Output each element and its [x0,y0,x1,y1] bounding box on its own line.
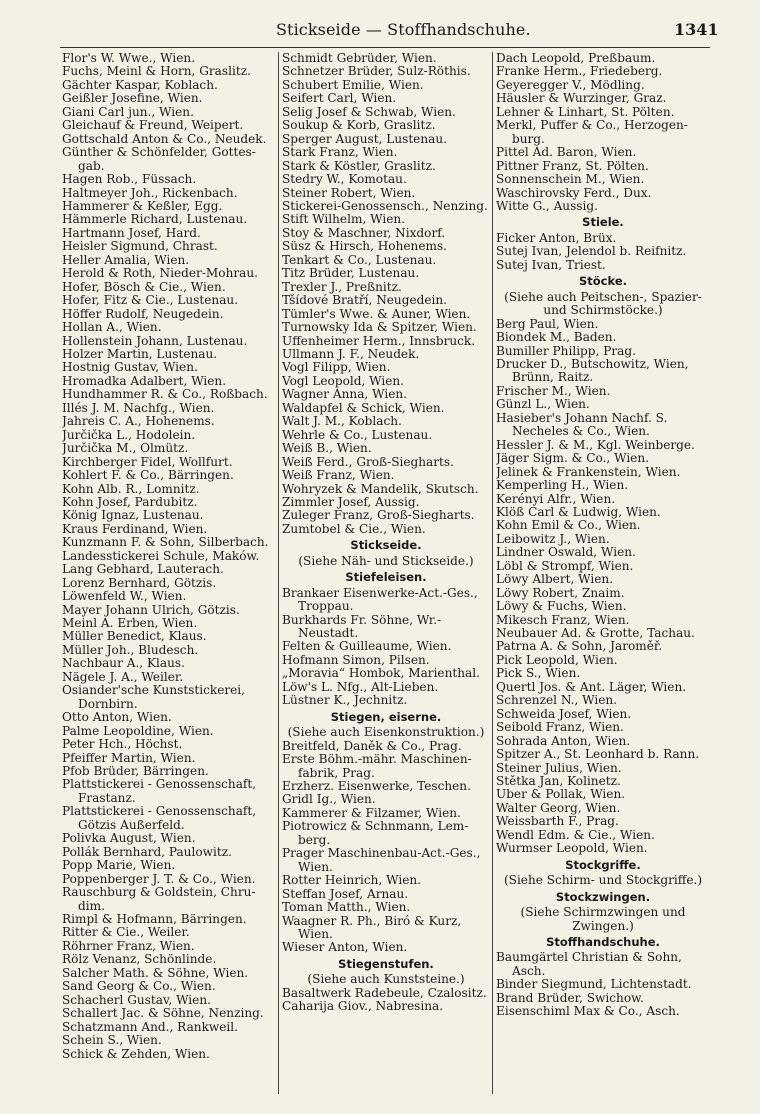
listing-entry: Uffenheimer Herm., Innsbruck. [282,334,476,348]
listing-entry: Pollák Bernhard, Paulowitz. [62,845,232,859]
listing-entry: Biondek M., Baden. [496,331,617,345]
listing-entry: Hofmann Simon, Pilsen. [282,653,430,667]
listing-entry: Zumtobel & Cie., Wien. [282,522,426,536]
listing-entry-continuation: Dornbirn. [78,697,138,711]
listing-entry: Piotrowicz & Schnmann, Lem- [282,820,469,834]
listing-entry: Schatzmann And., Rankweil. [62,1020,238,1034]
listing-entry: Walt J. M., Koblach. [282,415,402,429]
listing-entry: Höffer Rudolf, Neugedein. [62,307,224,321]
listing-entry: Pick Leopold, Wien. [496,653,618,667]
listing-entry: Steiner Julius, Wien. [496,761,622,775]
listing-entry: Popp Marie, Wien. [62,859,176,873]
listing-entry: Kerényi Alfr., Wien. [496,492,616,506]
cross-reference-note: (Siehe auch Kunststeine.) [307,973,465,987]
listing-entry: Löwy Albert, Wien. [496,573,614,587]
section-heading: Stiegen, eiserne. [330,710,442,724]
listing-entry: Plattstickerei - Genossenschaft, [62,805,257,819]
listing-entry: Šutej Ivan, Jelendol b. Reifnitz. [496,245,687,259]
listing-entry: Kirchberger Fidel, Wollfurt. [62,455,233,469]
listing-entry: Günther & Schönfelder, Gottes- [62,146,256,160]
listing-entry: Hollan A., Wien. [62,321,162,335]
listing-entry: Ritter & Cie., Weiler. [62,926,190,940]
page-number: 1341 [674,20,719,39]
listing-entry: Stoy & Maschner, Nixdorf. [282,226,446,240]
listing-entry-continuation: Wien. [298,928,333,941]
listing-entry: Turnowsky Ida & Spitzer, Wien. [282,321,477,335]
listing-entry-continuation: Götzis Außerfeld. [78,818,185,832]
listing-entry: Wendl Edm. & Cie., Wien. [496,828,655,842]
listing-entry: Schrenzel N., Wien. [496,694,618,708]
listing-entry-continuation: Brünn, Raitz. [512,371,594,385]
listing-entry: Gridl Ig., Wien. [282,793,376,807]
listing-entry: Gleichauf & Freund, Weipert. [62,119,244,133]
listing-entry: Müller Benedict, Klaus. [62,630,207,644]
listing-entry: Gottschald Anton & Co., Neudek. [62,132,267,146]
listing-entry: Peter Hch., Höchst. [62,738,183,752]
listing-entry: Nägele J. A., Weiler. [62,670,184,684]
listing-entry: Seifert Carl, Wien. [282,92,397,106]
listing-entry: Sohrada Anton, Wien. [496,734,631,748]
listing-entry: Heller Amalia, Wien. [62,253,190,267]
listing-entry: Leibowitz J., Wien. [496,532,610,546]
listing-entry: Kohn Josef, Pardubitz. [62,495,198,509]
cross-reference-note: (Siehe Schirmzwingen und [520,906,686,920]
listing-entry: Prager Maschinenbau-Act.-Ges., [282,847,481,861]
listing-entry-continuation: Frastanz. [78,791,136,805]
listing-entry: Ficker Anton, Brüx. [496,231,617,245]
column-left [62,52,276,1061]
listing-entry: Hartmann Josef, Hard. [62,226,201,240]
listing-entry: Rimpl & Hofmann, Bärringen. [62,913,247,926]
listing-entry: Šutej Ivan, Triest. [496,258,606,272]
listing-entry: Steiner Robert, Wien. [282,186,416,200]
header-rule [60,47,710,48]
listing-entry: Rauschburg & Goldstein, Chru- [62,886,256,900]
listing-entry: Osiander'sche Kunststickerei, [62,684,246,698]
listing-entry: Jurčička L., Hodolein. [62,428,196,442]
listing-entry-continuation: Necheles & Co., Wien. [512,425,650,439]
section-heading: Stiele. [582,216,624,230]
listing-entry: Tenkart & Co., Lustenau. [282,253,437,267]
listing-entry: Uber & Pollak, Wien. [496,788,626,802]
listing-entry: Lorenz Bernhard, Götzis. [62,576,217,590]
listing-entry: Franke Herm., Friedeberg. [496,65,663,79]
listing-entry: Geyeregger V., Mödling. [496,78,645,92]
listing-entry: Giani Carl jun., Wien. [62,105,194,119]
listing-entry: Vogl Leopold, Wien. [282,374,405,388]
listing-entry: Brankaer Eisenwerke-Act.-Ges., [282,586,478,600]
listing-entry: Caharija Giov., Nabresina. [282,1000,444,1014]
listing-entry: Wohryzek & Mandelik, Skutsch. [282,482,479,496]
section-heading: Stiegenstufen. [338,957,434,971]
listing-entry: Weissbarth F., Prag. [496,815,619,829]
listing-entry: Toman Matth., Wien. [282,901,411,915]
listing-entry: Müller Joh., Bludesch. [62,643,199,657]
listing-entry: Günzl L., Wien. [496,398,590,412]
listing-entry: Schubert Emilie, Wien. [282,78,424,92]
listing-entry: Vogl Filipp, Wien. [282,361,391,375]
listing-entry: Wehrle & Co., Lustenau. [282,428,433,442]
listing-entry: Baumgärtel Christian & Sohn, [496,951,682,965]
listing-entry: Nachbaur A., Klaus. [62,657,185,671]
listing-entry: Pick S., Wien. [496,667,581,681]
listing-entry: Geißler Josefine, Wien. [62,92,203,106]
listing-entry: Felten & Guilleaume, Wien. [282,640,452,654]
listing-entry: Wurmser Leopold, Wien. [496,842,648,856]
listing-entry: Kohlert F. & Co., Bärringen. [62,469,234,483]
listing-entry: Neubauer Ad. & Grotte, Tachau. [496,627,695,641]
listing-entry-continuation: gab. [78,159,105,173]
cross-reference-note: (Siehe Schirm- und Stockgriffe.) [503,874,703,888]
listing-entry: Pfeiffer Martin, Wien. [62,751,196,765]
listing-entry: Pittel Ad. Baron, Wien. [496,146,637,160]
listing-entry-continuation: Troppau. [298,600,354,614]
listing-entry: Schmidt Gebrüder, Wien. [282,52,437,65]
listing-entry: Berg Paul, Wien. [496,317,599,331]
listing-entry: Fuchs, Meinl & Horn, Graslitz. [62,65,251,79]
listing-entry: Zuleger Franz, Groß-Siegharts. [282,509,475,523]
listing-entry: Löbl & Strompf, Wien. [496,559,634,573]
listing-entry: Salcher Math. & Söhne, Wien. [62,966,249,980]
listing-entry: Štětka Jan, Kolinetz. [496,775,621,789]
listing-entry: Stift Wilhelm, Wien. [282,213,405,227]
listing-entry: Schick & Zehden, Wien. [62,1047,210,1061]
listing-entry: Hämmerle Richard, Lustenau. [62,213,248,227]
listing-entry: Eisenschiml Max & Co., Asch. [496,1005,680,1019]
section-heading: Stiefeleisen. [345,571,427,585]
listing-entry: Jahreis C. A., Hohenems. [62,415,215,429]
listing-entry: Kammerer & Filzamer, Wien. [282,806,461,820]
listing-entry: Merkl, Puffer & Co., Herzogen- [496,119,688,133]
listing-entry: Spitzer A., St. Leonhard b. Rann. [496,748,700,762]
listing-entry: Titz Brüder, Lustenau. [282,267,420,281]
listing-entry: Basaltwerk Radebeule, Czalositz. [282,986,487,1000]
listing-entry: Tümler's Wwe. & Auner, Wien. [282,307,471,321]
listing-entry: Mayer Johann Ulrich, Götzis. [62,603,240,617]
listing-entry: Wagner Anna, Wien. [282,388,407,402]
listing-entry: „Moravia“ Hombok, Marienthal. [282,667,480,681]
listing-entry: Tšídové Bratří, Neugedein. [282,294,448,308]
listing-entry: Hromadka Adalbert, Wien. [62,374,227,388]
listing-entry: Trexler J., Preßnitz. [282,280,402,294]
listing-entry: Bumiller Philipp, Prag. [496,344,636,358]
listing-entry: Jelinek & Frankenstein, Wien. [496,465,681,479]
listing-entry: Schallert Jac. & Söhne, Nenzing. [62,1007,264,1021]
listing-entry: Brand Brüder, Swichow. [496,991,644,1005]
listing-entry: Stickerei-Genossensch., Nenzing. [282,199,488,213]
listing-entry: Quertl Jos. & Ant. Läger, Wien. [496,680,687,694]
running-title: Stickseide — Stoffhandschuhe. [276,20,531,39]
listing-entry: Hostnig Gustav, Wien. [62,361,198,375]
listing-entry: Süsz & Hirsch, Hohenems. [282,240,447,254]
page-header [0,20,760,44]
section-heading: Stockzwingen. [555,890,651,904]
listing-entry: Stedry W., Komotau. [282,173,407,187]
listing-entry: Hagen Rob., Füssach. [62,173,197,187]
listing-entry: Schein S., Wien. [62,1034,162,1048]
listing-entry: Holzer Martin, Lustenau. [62,347,218,361]
cross-reference-note: (Siehe auch Eisenkonstruktion.) [287,726,485,740]
listing-entry: Patrna A. & Sohn, Jaroměř. [496,640,663,654]
listing-entry: König Ignaz, Lustenau. [62,509,204,523]
section-heading: Stöcke. [578,275,627,289]
listing-entry: Hasieber's Johann Nachf. S. [496,411,668,425]
listing-entry: Hofer, Bösch & Cie., Wien. [62,280,226,294]
listing-entry: Schacherl Gustav, Wien. [62,993,211,1007]
listing-entry: Otto Anton, Wien. [62,711,172,725]
listing-entry: Steffan Josef, Arnau. [282,887,409,901]
listing-entry: Meinl A. Erben, Wien. [62,617,198,631]
listing-entry-continuation: berg. [298,833,331,847]
listing-entry: Witte G., Aussig. [496,199,598,213]
listing-entry: Plattstickerei - Genossenschaft, [62,778,257,792]
listing-entry: Walter Georg, Wien. [496,801,621,815]
listing-entry: Löw's L. Nfg., Alt-Lieben. [282,680,439,694]
listing-entry: Pittner Franz, St. Pölten. [496,159,649,173]
listing-entry: Burkhards Fr. Söhne, Wr.- [282,613,442,627]
listing-entry: Stark Franz, Wien. [282,146,398,160]
listing-entry: Weiß Franz, Wien. [282,469,395,483]
section-heading: Stockgriffe. [565,858,641,872]
listing-entry: Breitfeld, Daněk & Co., Prag. [282,739,462,753]
listing-entry: Palme Leopoldine, Wien. [62,724,214,738]
listing-entry: Sand Georg & Co., Wien. [62,980,216,994]
listing-entry: Drucker D., Butschowitz, Wien, [496,357,689,371]
listing-entry: Wieser Anton, Wien. [282,941,408,955]
column-right [496,52,710,1019]
listing-entry: Löwy Robert, Znaim. [496,586,625,600]
column-middle [282,52,490,1014]
column-divider [492,52,493,1094]
listing-entry: Polivka August, Wien. [62,832,196,846]
listing-entry: Rölz Venanz, Schönlinde. [62,953,217,967]
listing-entry: Ullmann J. F., Neudek. [282,347,420,361]
listing-entry: Löwy & Fuchs, Wien. [496,600,627,614]
listing-entry: Kohn Alb. R., Lomnitz. [62,482,200,496]
listing-entry: Haltmeyer Joh., Rickenbach. [62,186,238,200]
listing-entry: Seibold Franz, Wien. [496,721,624,735]
listing-entry-continuation: fabrik, Prag. [298,766,375,780]
listing-entry: Waagner R. Ph., Biró & Kurz, [282,914,462,928]
listing-entry: Kraus Ferdinand, Wien. [62,522,208,536]
listing-entry: Poppenberger J. T. & Co., Wien. [62,872,256,886]
listing-entry: Erzherz. Eisenwerke, Teschen. [282,780,471,794]
cross-reference-note: (Siehe Näh- und Stickseide.) [298,554,474,568]
listing-entry: Jäger Sigm. & Co., Wien. [496,452,649,466]
listing-entry: Hammerer & Keßler, Egg. [62,199,223,213]
listing-entry: Erste Böhm.-mähr. Maschinen- [282,753,472,767]
listing-entry: Mikesch Franz, Wien. [496,613,630,627]
listing-entry: Pfob Brüder, Bärringen. [62,765,209,779]
listing-entry: Flor's W. Wwe., Wien. [62,52,196,65]
listing-entry: Hofer, Fitz & Cie., Lustenau. [62,294,239,308]
listing-entry: Herold & Roth, Nieder-Mohrau. [62,267,259,281]
listing-entry: Waschirovsky Ferd., Dux. [496,186,652,200]
listing-entry: Selig Josef & Schwab, Wien. [282,105,456,119]
listing-entry: Zimmler Josef, Aussig. [282,495,420,509]
listing-entry: Lüstner K., Jechnitz. [282,694,408,708]
cross-reference-note: Zwingen.) [572,919,634,933]
listing-entry-continuation: Wien. [298,860,333,874]
listing-entry: Hollenstein Johann, Lustenau. [62,334,248,348]
listing-entry: Hessler J. & M., Kgl. Weinberge. [496,438,695,452]
listing-entry-continuation: Neustadt. [298,627,359,641]
listing-entry: Schweida Josef, Wien. [496,707,632,721]
listing-entry: Lang Gebhard, Lauterach. [62,563,224,577]
listing-entry: Binder Siegmund, Lichtenstadt. [496,978,692,992]
listing-entry: Klöß Carl & Ludwig, Wien. [496,505,661,519]
listing-entry: Häusler & Wurzinger, Graz. [496,92,667,106]
cross-reference-note: (Siehe auch Peitschen-, Spazier- [504,290,702,304]
listing-entry: Kunzmann F. & Sohn, Silberbach. [62,536,269,550]
listing-entry: Stark & Köstler, Graslitz. [282,159,436,173]
listing-entry: Gächter Kaspar, Koblach. [62,78,218,92]
listing-entry: Illés J. M. Nachfg., Wien. [62,401,215,415]
listing-entry-continuation: burg. [512,132,545,146]
listing-entry: Schnetzer Brüder, Sulz-Röthis. [282,65,471,79]
listing-entry: Röhrner Franz, Wien. [62,939,195,953]
section-heading: Stoffhandschuhe. [546,936,660,949]
listing-entry: Rotter Heinrich, Wien. [282,874,422,888]
listing-entry: Frischer M., Wien. [496,384,611,398]
listing-entry-continuation: Asch. [512,964,546,978]
listing-entry: Weiß Ferd., Groß-Siegharts. [282,455,454,469]
column-divider [278,52,279,1094]
listing-entry: Jurčička M., Olmütz. [62,442,189,456]
listing-entry: Sonnenschein M., Wien. [496,173,645,187]
listing-entry: Dach Leopold, Preßbaum. [496,52,656,65]
cross-reference-note: und Schirmstöcke.) [543,304,663,318]
listing-entry-continuation: dim. [78,899,105,913]
listing-entry: Lindner Oswald, Wien. [496,546,636,560]
listing-entry: Kohn Emil & Co., Wien. [496,519,641,533]
listing-entry: Soukup & Korb, Graslitz. [282,119,436,133]
listing-entry: Waldapfel & Schick, Wien. [282,401,445,415]
listing-entry: Kemperling H., Wien. [496,479,629,493]
section-heading: Stickseide. [350,539,422,553]
listing-entry: Landesstickerei Schule, Maków. [62,549,260,563]
listing-entry: Sperger August, Lustenau. [282,132,447,146]
listing-entry: Lehner & Linhart, St. Pölten. [496,105,675,119]
listing-entry: Heisler Sigmund, Chrast. [62,240,218,254]
listing-entry: Hundhammer R. & Co., Roßbach. [62,388,268,402]
listing-entry: Weiß B., Wien. [282,442,372,456]
listing-entry: Löwenfeld W., Wien. [62,590,187,604]
